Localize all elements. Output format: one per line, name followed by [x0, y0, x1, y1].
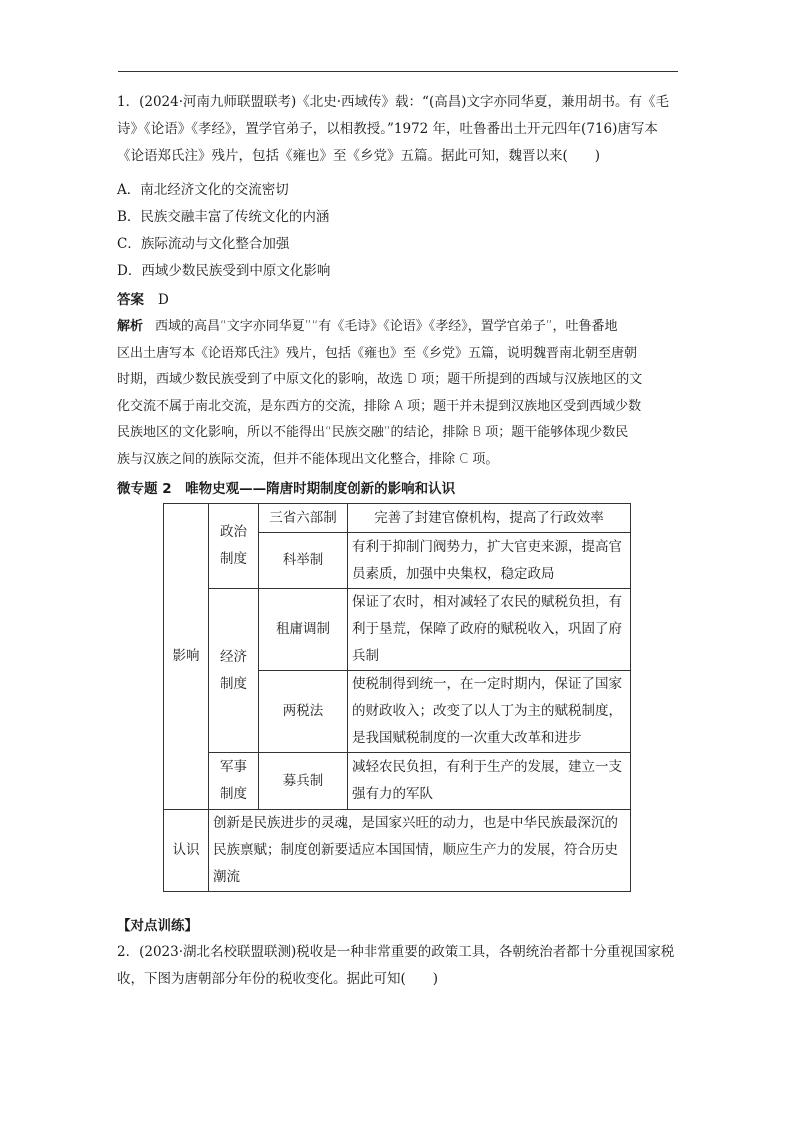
system-desc: 保证了农时，相对减轻了农民的赋税负担，有利于垦荒，保障了政府的赋税收入，巩固了府兵制 [348, 589, 631, 671]
system-name: 租庸调制 [259, 589, 348, 671]
question-2-line: 收，下图为唐朝部分年份的税收变化。据此可知( ) [117, 971, 439, 987]
option-d: D．西域少数民族受到中原文化影响 [117, 263, 331, 279]
political-label: 政治制度 [209, 504, 259, 589]
question-2-line: 2．(2023·湖北名校联盟联测)税收是一种非常重要的政策工具，各朝统治者都十分重视国家税 [117, 944, 675, 960]
system-name: 募兵制 [259, 753, 348, 810]
institution-table [163, 503, 631, 892]
answer-value: D [158, 292, 169, 308]
system-name: 科举制 [259, 533, 348, 589]
system-name: 三省六部制 [259, 504, 348, 533]
question-1-line: 诗》《论语》《孝经》，置学官弟子，以相教授。”1972 年，吐鲁番出土开元四年(716)唐写本 [117, 121, 658, 137]
question-1-stem [117, 89, 682, 170]
option-b: B．民族交融丰富了传统文化的内涵 [117, 209, 330, 225]
military-label: 军事制度 [209, 753, 259, 810]
recognition-text: 创新是民族进步的灵魂，是国家兴旺的动力，也是中华民族最深沉的民族禀赋；制度创新要适应本国国情，顺应生产力的发展，符合历史潮流 [209, 810, 631, 892]
system-desc: 完善了封建官僚机构，提高了行政效率 [348, 504, 631, 533]
explanation-line: 西域的高昌“文字亦同华夏”“有《毛诗》《论语》《孝经》，置学官弟子”，吐鲁番地 [155, 319, 618, 334]
explanation-line: 时期，西域少数民族受到了中原文化的影响，故选 D 项；题干所提到的西域与汉族地区的文 [117, 372, 643, 387]
training-heading: 【对点训练】 [117, 918, 198, 934]
system-desc: 减轻农民负担，有利于生产的发展，建立一支强有力的军队 [348, 753, 631, 810]
system-desc: 有利于抑制门阀势力，扩大官吏来源，提高官员素质，加强中央集权，稳定政局 [348, 533, 631, 589]
question-1-line: 《论语郑氏注》残片，包括《雍也》至《乡党》五篇。据此可知，魏晋以来( ) [117, 148, 601, 164]
system-name: 两税法 [259, 671, 348, 753]
header-rule [118, 71, 678, 72]
explanation-line: 区出土唐写本《论语郑氏注》残片，包括《雍也》至《乡党》五篇，说明魏晋南北朝至唐朝 [117, 345, 638, 361]
option-a: A．南北经济文化的交流密切 [117, 182, 289, 198]
recognition-label: 认识 [164, 810, 209, 892]
system-desc: 使税制得到统一，在一定时期内，保证了国家的财政收入；改变了以人丁为主的赋税制度，是我国赋税制度的一次重大改革和进步 [348, 671, 631, 753]
explanation-label: 解析 [117, 319, 144, 334]
economic-label: 经济制度 [209, 589, 259, 753]
answer-row [117, 288, 169, 308]
answer-label: 答案 [117, 292, 144, 308]
question-2-stem [117, 939, 682, 993]
topic-heading: 微专题 2 唯物史观——隋唐时期制度创新的影响和认识 [117, 481, 456, 497]
explanation-line: 化交流不属于南北交流，是东西方的交流，排除 A 项；题干并未提到汉族地区受到西域少数 [117, 398, 642, 414]
explanation-line: 民族地区的文化影响，所以不能得出“民族交融”的结论，排除 B 项；题干能够体现少数民 [117, 425, 629, 440]
question-1-line: 1．(2024·河南九师联盟联考)《北史·西域传》载：“(高昌)文字亦同华夏，兼用胡书。有《毛 [117, 94, 669, 110]
explanation [117, 314, 682, 473]
influence-label: 影响 [164, 504, 209, 810]
explanation-line: 族与汉族之间的族际交流，但并不能体现出文化整合，排除 C 项。 [117, 451, 499, 467]
option-c: C．族际流动与文化整合加强 [117, 236, 290, 252]
